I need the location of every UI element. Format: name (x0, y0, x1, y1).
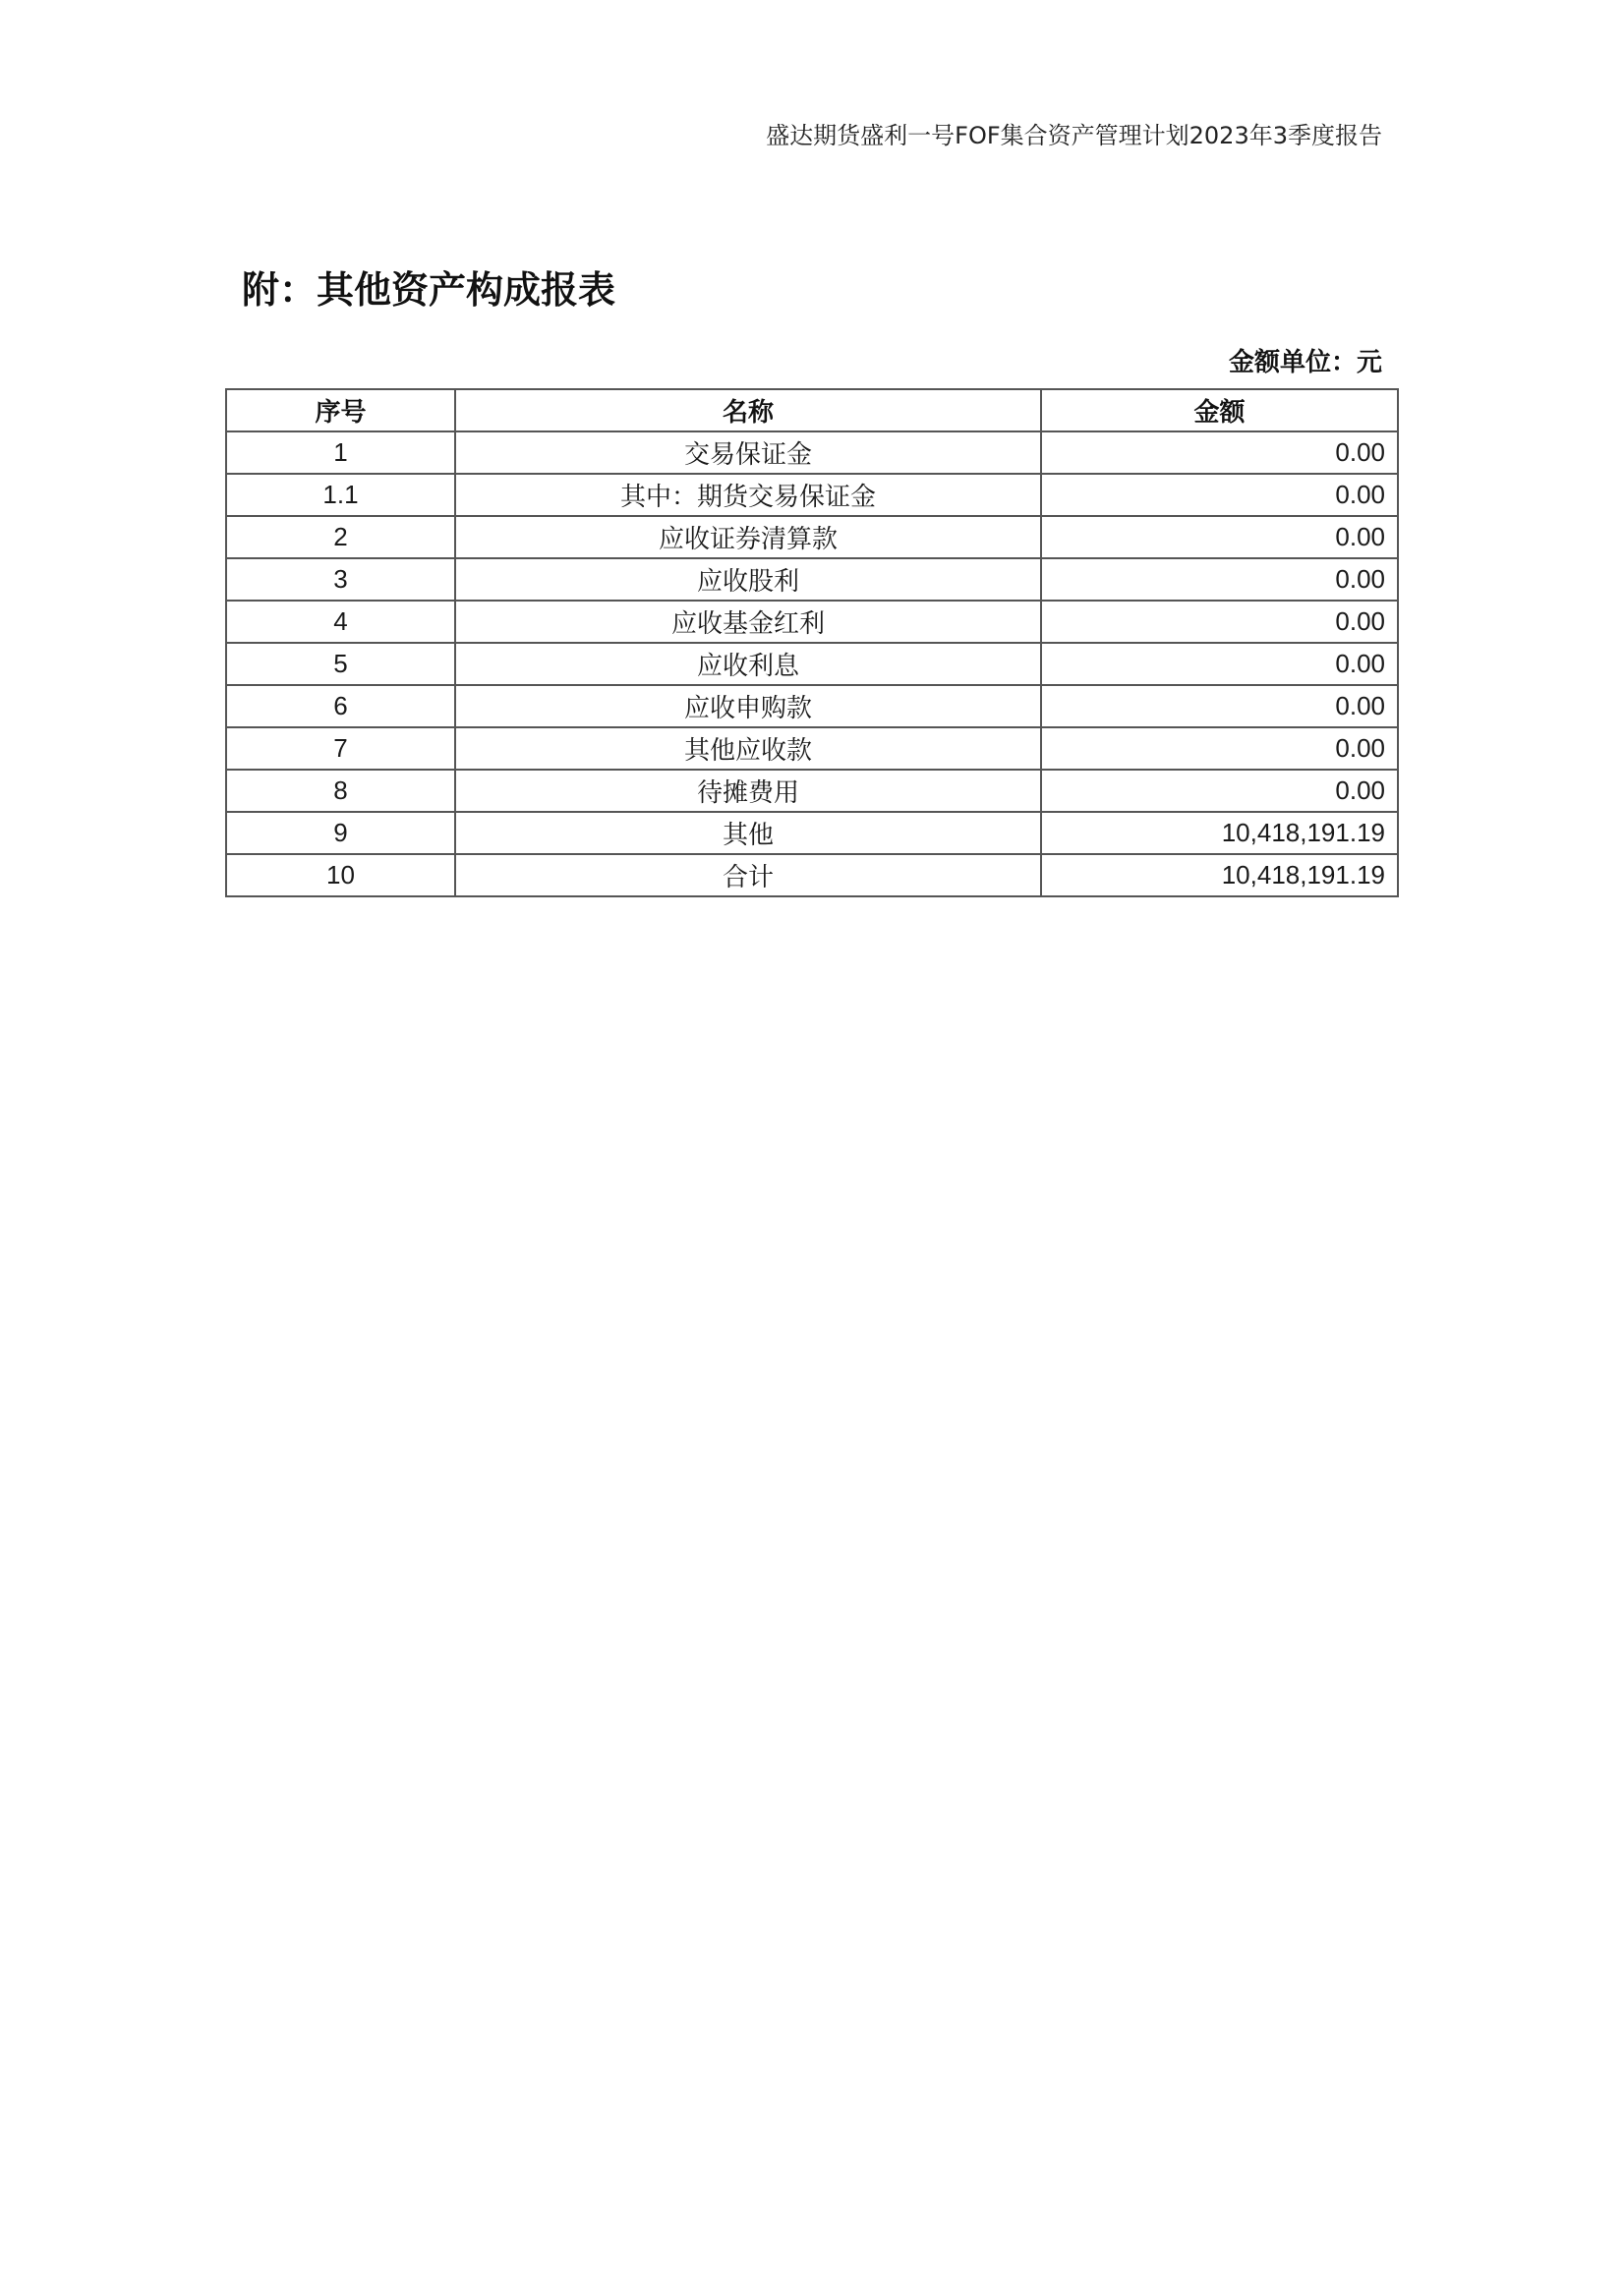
cell-seq: 10 (226, 854, 455, 896)
cell-seq: 7 (226, 727, 455, 770)
cell-name: 待摊费用 (455, 770, 1041, 812)
other-assets-table (225, 388, 1399, 897)
cell-seq: 8 (226, 770, 455, 812)
cell-seq: 5 (226, 643, 455, 685)
table-row (226, 516, 1398, 558)
cell-seq: 1.1 (226, 474, 455, 516)
cell-name: 其他 (455, 812, 1041, 854)
cell-amount: 0.00 (1041, 474, 1398, 516)
column-header-seq: 序号 (226, 389, 455, 431)
table-header-row (226, 389, 1398, 431)
table-row (226, 643, 1398, 685)
cell-amount: 0.00 (1041, 431, 1398, 474)
table-row (226, 601, 1398, 643)
running-header: 盛达期货盛利一号FOF集合资产管理计划2023年3季度报告 (766, 122, 1382, 149)
cell-seq: 6 (226, 685, 455, 727)
cell-amount: 0.00 (1041, 643, 1398, 685)
table-row (226, 770, 1398, 812)
cell-amount: 0.00 (1041, 770, 1398, 812)
cell-seq: 4 (226, 601, 455, 643)
cell-seq: 3 (226, 558, 455, 601)
cell-seq: 2 (226, 516, 455, 558)
section-title: 附：其他资产构成报表 (242, 267, 616, 312)
cell-amount: 0.00 (1041, 516, 1398, 558)
table-row (226, 685, 1398, 727)
column-header-amount: 金额 (1041, 389, 1398, 431)
cell-amount: 0.00 (1041, 727, 1398, 770)
table-row (226, 474, 1398, 516)
cell-amount: 0.00 (1041, 558, 1398, 601)
cell-name: 应收利息 (455, 643, 1041, 685)
cell-name: 应收股利 (455, 558, 1041, 601)
cell-name: 其中：期货交易保证金 (455, 474, 1041, 516)
cell-name: 应收证券清算款 (455, 516, 1041, 558)
table-row (226, 431, 1398, 474)
cell-name: 应收申购款 (455, 685, 1041, 727)
column-header-name: 名称 (455, 389, 1041, 431)
table-row (226, 812, 1398, 854)
cell-seq: 9 (226, 812, 455, 854)
cell-name: 其他应收款 (455, 727, 1041, 770)
table-row (226, 558, 1398, 601)
cell-name: 合计 (455, 854, 1041, 896)
table-row (226, 727, 1398, 770)
table-row-total (226, 854, 1398, 896)
cell-name: 应收基金红利 (455, 601, 1041, 643)
cell-name: 交易保证金 (455, 431, 1041, 474)
cell-amount: 10,418,191.19 (1041, 854, 1398, 896)
cell-seq: 1 (226, 431, 455, 474)
unit-note: 金额单位：元 (1228, 348, 1382, 377)
cell-amount: 0.00 (1041, 685, 1398, 727)
cell-amount: 0.00 (1041, 601, 1398, 643)
cell-amount: 10,418,191.19 (1041, 812, 1398, 854)
